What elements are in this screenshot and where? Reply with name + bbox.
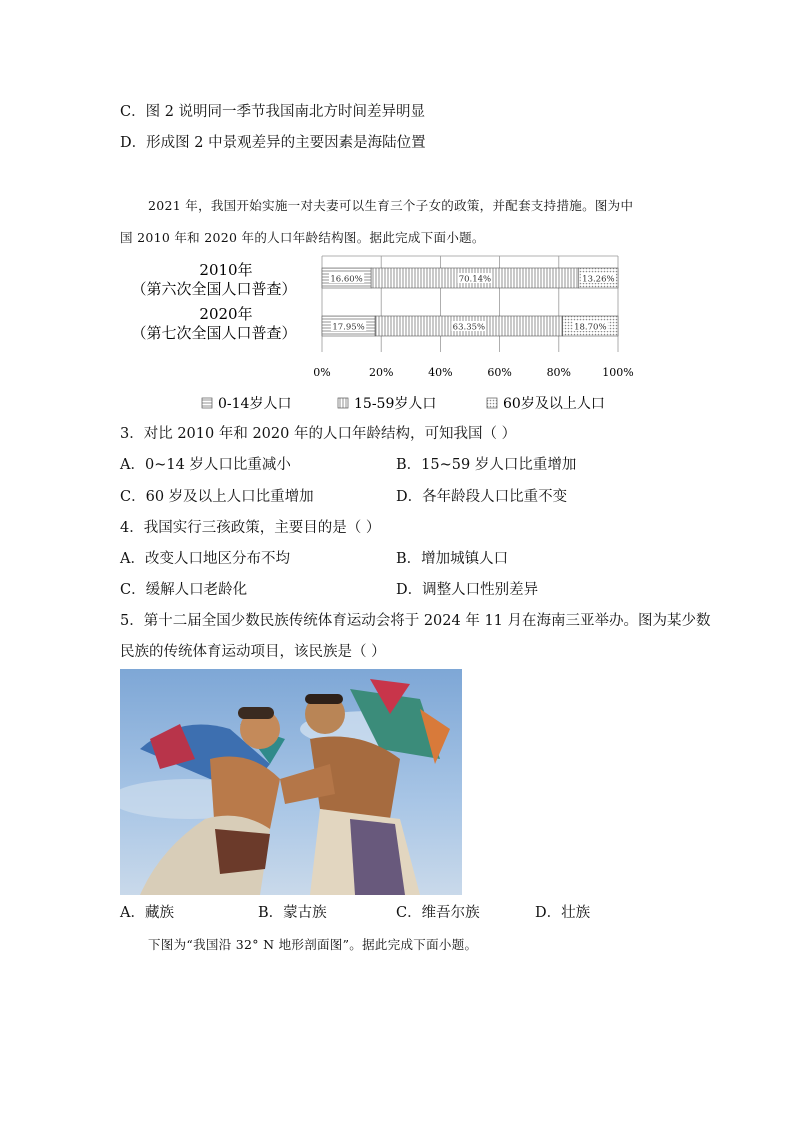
- data-label: 17.95%: [332, 322, 365, 333]
- q4-stem: 4．我国实行三孩政策，主要目的是（ ）: [120, 520, 381, 536]
- intro-paragraph-line2: 国 2010 年和 2020 年的人口年龄结构图。据此完成下面小题。: [120, 230, 485, 245]
- q5-option-c: C．维吾尔族: [396, 905, 480, 921]
- x-tick-label: 20%: [368, 366, 394, 379]
- q5-option-d: D．壮族: [535, 905, 591, 921]
- legend-swatch-15-59: [338, 398, 348, 408]
- q3-option-b: B．15~59 岁人口比重增加: [396, 457, 577, 473]
- legend-label-60-plus: 60岁及以上人口: [503, 396, 605, 412]
- category-label-2010-year: 2010年: [199, 261, 253, 279]
- x-tick-label: 60%: [487, 366, 512, 379]
- x-tick-label: 40%: [428, 366, 453, 379]
- data-label: 13.26%: [582, 274, 615, 285]
- category-label-2010-census: （第六次全国人口普查）: [131, 280, 297, 298]
- category-label-2020-year: 2020年: [199, 305, 253, 323]
- q5-stem-line2: 民族的传统体育运动项目，该民族是（ ）: [120, 644, 386, 660]
- legend-label-0-14: 0-14岁人口: [218, 396, 292, 412]
- q3-stem: 3．对比 2010 年和 2020 年的人口年龄结构，可知我国（ ）: [120, 426, 517, 442]
- data-label: 70.14%: [458, 274, 492, 285]
- data-label: 63.35%: [452, 322, 486, 333]
- prev-option-d: D．形成图 2 中景观差异的主要因素是海陆位置: [120, 135, 426, 151]
- q5-option-a: A．藏族: [120, 905, 174, 921]
- prev-option-c: C．图 2 说明同一季节我国南北方时间差异明显: [120, 104, 426, 120]
- population-age-structure-chart: [0, 0, 794, 430]
- x-tick-label: 80%: [546, 366, 572, 379]
- x-tick-label: 100%: [602, 366, 634, 379]
- q4-option-d: D．调整人口性别差异: [396, 582, 539, 598]
- q4-option-b: B．增加城镇人口: [396, 551, 509, 567]
- q3-option-d: D．各年龄段人口比重不变: [396, 489, 568, 505]
- legend-swatch-60-plus: [487, 398, 497, 408]
- q3-option-c: C．60 岁及以上人口比重增加: [120, 489, 314, 505]
- q3-option-a: A．0~14 岁人口比重减小: [120, 457, 291, 473]
- intro-paragraph-next: 下图为“我国沿 32° N 地形剖面图”。据此完成下面小题。: [148, 937, 478, 952]
- x-tick-label: 0%: [313, 366, 331, 379]
- q4-option-a: A．改变人口地区分布不均: [120, 551, 290, 567]
- data-label: 18.70%: [574, 322, 607, 333]
- wrestling-photo: [120, 669, 462, 895]
- intro-paragraph-line1: 2021 年，我国开始实施一对夫妻可以生育三个子女的政策，并配套支持措施。图为中: [148, 198, 634, 213]
- data-label: 16.60%: [330, 274, 363, 285]
- category-label-2020-census: （第七次全国人口普查）: [131, 324, 297, 342]
- legend-label-15-59: 15-59岁人口: [354, 396, 437, 412]
- legend-swatch-0-14: [202, 398, 212, 408]
- q5-option-b: B．蒙古族: [258, 905, 327, 921]
- q5-stem-line1: 5．第十二届全国少数民族传统体育运动会将于 2024 年 11 月在海南三亚举办。图为某少数: [120, 613, 711, 629]
- q4-option-c: C．缓解人口老龄化: [120, 582, 248, 598]
